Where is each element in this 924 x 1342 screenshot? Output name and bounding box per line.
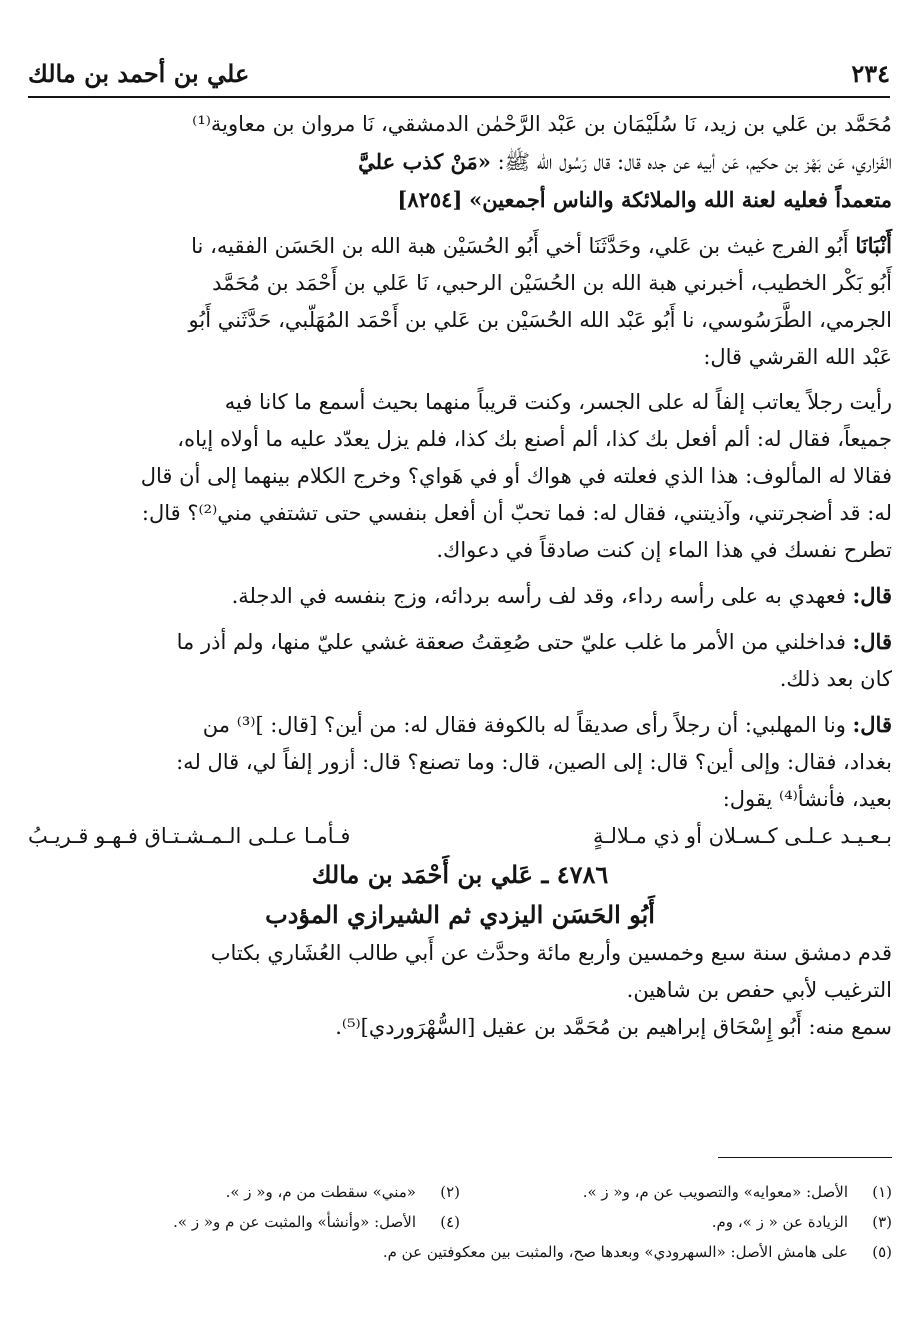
footnote-number: (١): [872, 1183, 892, 1201]
paragraph-gap: [28, 219, 892, 227]
running-title: علي بن أحمد بن مالك: [28, 59, 250, 88]
qala-lead: قال:: [852, 712, 892, 737]
poem-second-hemistich: فـأمـا عـلـى الـمـشـتـاق فـهـو قـريـبُ: [28, 824, 351, 848]
text-line: الجرمي، الطَّرَسُوسي، نا أَبُو عَبْد الله الحُسَيْن بن عَلي بن أَحْمَد المُهَلّبي، حَدَّثَني أَبُو: [188, 308, 892, 332]
footnote-row: [28, 1207, 892, 1237]
text-run: فداخلني من الأمر ما غلب عليّ حتى صُعِقتُ صعقة غشي عليّ منها، ولم أذر ما: [176, 630, 846, 654]
footnotes: [28, 1177, 892, 1267]
text-line: بعيد، فأنشأ⁽⁴⁾ يقول:: [722, 787, 892, 811]
hadith-text: «مَنْ كذب عليَّ: [358, 149, 491, 174]
text-line: الترغيب لأبي حفص بن شاهين.: [626, 978, 892, 1002]
paragraph-gap: [28, 615, 892, 623]
poem-verse: [28, 818, 892, 855]
text-line: تطرح نفسك في هذا الماء إن كنت صادقاً في دعواك.: [436, 538, 892, 562]
paragraph-gap: [28, 376, 892, 384]
isnad-lead: أَنْبَانَا: [855, 233, 892, 258]
hadith-reference: [٨٢٥٤]: [397, 187, 463, 212]
text-run: أَبُو الفرج غيث بن عَلي، وحَدَّثَنَا أخي أَبُو الحُسَيْن هبة الله بن الحَسَن الفقيه، نا: [191, 234, 849, 258]
text-line: عَبْد الله القرشي قال:: [703, 345, 892, 369]
text-line: له: قد أضجرتني، وآذيتني، فقال له: فما تحبّ أن أفعل بنفسي حتى تشتفي مني⁽²⁾؟ قال:: [141, 501, 892, 525]
footnote-text: على هامش الأصل: «السهرودي» وبعدها صح، والمثبت بين معكوفتين عن م.: [382, 1243, 848, 1261]
qala-lead: قال:: [852, 629, 892, 654]
hadith-text: متعمداً فعليه لعنة الله والملائكة والناس أجمعين»: [469, 187, 892, 212]
text-line: بغداد، فقال: وإلى أين؟ قال: إلى الصين، قال: وما تصنع؟ قال: أزور إلفاً لي، قال له:: [176, 750, 892, 774]
text-line: [28, 143, 892, 181]
text-run: ونا المهلبي: أن رجلاً رأى صديقاً له بالكوفة فقال له: من أين؟ [قال: ]⁽³⁾ من: [202, 713, 846, 737]
footnote-row: [28, 1177, 892, 1207]
text-line: [28, 577, 892, 615]
text-line: [28, 623, 892, 661]
footnote-number: (٥): [872, 1243, 892, 1261]
footnote-number: (٤): [440, 1213, 460, 1231]
footnote-row: [28, 1237, 892, 1267]
footnote: [460, 1207, 892, 1237]
text-run: الفَزاري، عَن بَهْز بن حكيم، عَن أبيه عن جده قال: قال رَسُول الله ﷺ:: [497, 150, 892, 174]
page-header: [28, 50, 890, 88]
entry-subtitle: أَبُو الحَسَن اليزدي ثم الشيرازي المؤدب: [265, 900, 655, 929]
text-line: أَبُو بَكْر الخطيب، أخبرني هبة الله بن الحُسَيْن الرحبي، نَا عَلي بن أَحْمَد بن مُحَمَّد: [212, 271, 892, 295]
text-line: سمع منه: أَبُو إِسْحَاق إبراهيم بن مُحَمَّد بن عقيل [السُّهْرَوردي]⁽⁵⁾.: [335, 1015, 892, 1039]
entry-title: ٤٧٨٦ ـ عَلي بن أَحْمَد بن مالك: [311, 860, 609, 889]
footnote-number: (٢): [440, 1183, 460, 1201]
footnote: [28, 1177, 460, 1207]
text-line: [28, 181, 892, 219]
poem-first-hemistich: بـعـيـد عـلـى كـسـلان أو ذي مـلالـةٍ: [593, 824, 892, 848]
footnote-text: الأصل: «معوايه» والتصويب عن م، و« ز ».: [582, 1183, 848, 1201]
page-number: ٢٣٤: [851, 59, 890, 88]
text-line: جميعاً، فقال له: ألم أفعل بك كذا، ألم أصنع بك كذا، فلم يزل يعدّد عليه ما أولاه إياه،: [177, 427, 892, 451]
header-divider: [28, 96, 890, 98]
text-line: فقالا له المألوف: هذا الذي فعلته في هواك أو في هَواي؟ وخرج الكلام بينهما إلى أن قال: [140, 464, 892, 488]
main-text: [28, 106, 892, 1046]
footnote: [383, 1237, 892, 1267]
footnote-text: الزيادة عن « ز »، وم.: [711, 1213, 848, 1231]
text-run: فعهدي به على رأسه رداء، وقد لف رأسه بردائه، وزج بنفسه في الدجلة.: [231, 584, 846, 608]
text-line: [28, 706, 892, 744]
text-line: [28, 227, 892, 265]
text-line: كان بعد ذلك.: [779, 667, 892, 691]
text-line: رأيت رجلاً يعاتب إلفاً له على الجسر، وكنت قريباً منهما بحيث أسمع ما كانا فيه: [224, 390, 892, 414]
paragraph-gap: [28, 569, 892, 577]
footnote: [28, 1207, 460, 1237]
qala-lead: قال:: [852, 583, 892, 608]
footnote-number: (٣): [872, 1213, 892, 1231]
text-line: قدم دمشق سنة سبع وخمسين وأربع مائة وحدَّث عن أَبي طالب العُشَاري بكتاب: [210, 941, 892, 965]
paragraph-gap: [28, 698, 892, 706]
footnote-text: «مني» سقطت من م، و« ز ».: [225, 1183, 416, 1201]
footnote-divider: [718, 1157, 892, 1158]
footnote: [460, 1177, 892, 1207]
footnote-text: الأصل: «وأنشأ» والمثبت عن م و« ز ».: [173, 1213, 416, 1231]
text-line: مُحَمَّد بن عَلي بن زيد، نَا سُلَيْمَان بن عَبْد الرَّحْمٰن الدمشقي، نَا مروان بن معاوية⁽¹⁾: [192, 112, 892, 136]
